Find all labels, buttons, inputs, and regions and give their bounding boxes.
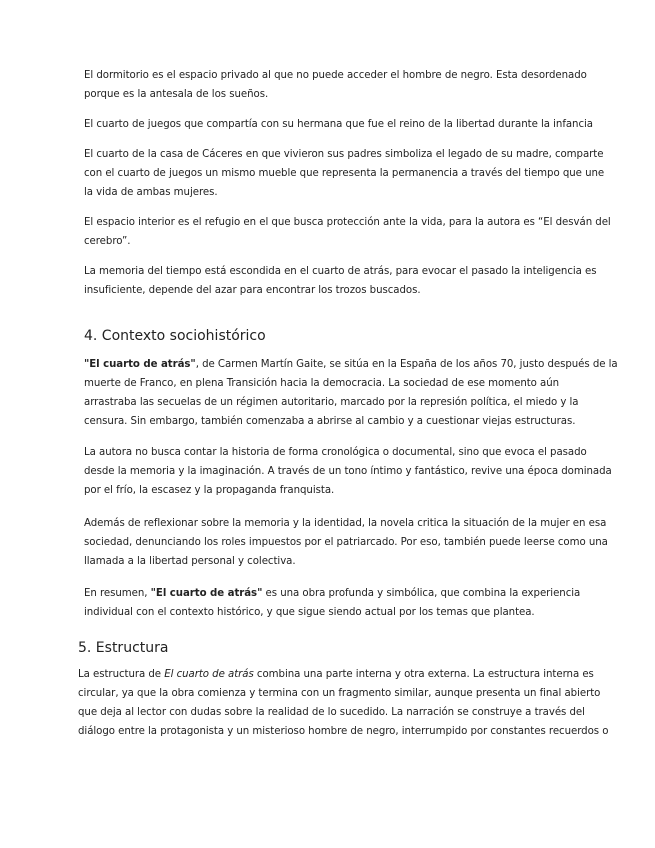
- text-line: [84, 584, 580, 603]
- text-span: es una obra profunda y simbólica, que combina la experiencia: [262, 588, 581, 599]
- text-line: El cuarto de la casa de Cáceres en que vivieron sus padres simboliza el legado de su madre, comparte: [84, 149, 604, 160]
- text-span: combina una parte interna y otra externa. La estructura interna es: [253, 669, 594, 680]
- text-line: insuficiente, depende del azar para encontrar los trozos buscados.: [84, 285, 421, 296]
- paragraph-casa-caceres: [84, 145, 604, 202]
- section-heading-contexto: 4. Contexto sociohistórico: [84, 328, 266, 344]
- paragraph-contexto-4: [84, 584, 580, 622]
- paragraph-dormitorio: [84, 66, 587, 104]
- text-line: [78, 665, 608, 684]
- text-line: muerte de Franco, en plena Transición hacia la democracia. La sociedad de ese momento aún: [84, 378, 560, 389]
- text-line: llamada a la libertad personal y colectiva.: [84, 556, 296, 567]
- text-line: censura. Sin embargo, también comenzaba a abrirse al cambio y a cuestionar viejas estructuras.: [84, 416, 576, 427]
- section-heading-estructura: 5. Estructura: [78, 640, 169, 656]
- text-line: circular, ya que la obra comienza y termina con un fragmento similar, aunque presenta un final abierto: [78, 688, 601, 699]
- paragraph-contexto-1: [84, 355, 618, 431]
- text-line: por el frío, la escasez y la propaganda franquista.: [84, 485, 335, 496]
- text-line: El cuarto de juegos que compartía con su hermana que fue el reino de la libertad durante la infancia: [84, 119, 593, 130]
- text-line: arrastraba las secuelas de un régimen autoritario, marcado por la represión política, el miedo y la: [84, 397, 579, 408]
- text-line: desde la memoria y la imaginación. A través de un tono íntimo y fantástico, revive una época dominada: [84, 466, 612, 477]
- text-line: El dormitorio es el espacio privado al que no puede acceder el hombre de negro. Esta desordenado: [84, 70, 587, 81]
- paragraph-contexto-3: [84, 514, 608, 571]
- text-line: con el cuarto de juegos un mismo mueble que representa la permanencia a través del tiempo que une: [84, 168, 605, 179]
- paragraph-estructura-1: [78, 665, 608, 741]
- paragraph-contexto-2: [84, 443, 612, 500]
- text-line: sociedad, denunciando los roles impuestos por el patriarcado. Por eso, también puede leerse como una: [84, 537, 608, 548]
- book-title-italic: El cuarto de atrás: [164, 669, 254, 680]
- text-line: [84, 355, 618, 374]
- text-line: porque es la antesala de los sueños.: [84, 89, 269, 100]
- text-line: Además de reflexionar sobre la memoria y la identidad, la novela critica la situación de la mujer en esa: [84, 518, 607, 529]
- book-title-bold: "El cuarto de atrás": [150, 588, 263, 599]
- text-line: La autora no busca contar la historia de forma cronológica o documental, sino que evoca el pasado: [84, 447, 587, 458]
- text-span: La estructura de: [78, 669, 165, 680]
- paragraph-espacio-interior: [84, 213, 611, 251]
- text-span: En resumen,: [84, 588, 151, 599]
- text-line: la vida de ambas mujeres.: [84, 187, 218, 198]
- paragraph-memoria-tiempo: [84, 262, 597, 300]
- text-line: El espacio interior es el refugio en el que busca protección ante la vida, para la autora es “El desván del: [84, 217, 611, 228]
- book-title-bold: "El cuarto de atrás": [84, 359, 196, 370]
- text-line: diálogo entre la protagonista y un misterioso hombre de negro, interrumpido por constantes recuerdos o: [78, 726, 609, 737]
- text-line: La memoria del tiempo está escondida en el cuarto de atrás, para evocar el pasado la inteligencia es: [84, 266, 597, 277]
- text-line: que deja al lector con dudas sobre la realidad de lo sucedido. La narración se construye a través del: [78, 707, 585, 718]
- text-span: , de Carmen Martín Gaite, se sitúa en la España de los años 70, justo después de la: [195, 359, 618, 370]
- text-line: individual con el contexto histórico, y que sigue siendo actual por los temas que plantea.: [84, 607, 535, 618]
- paragraph-cuarto-de-juegos: [84, 115, 593, 134]
- text-line: cerebro”.: [84, 236, 131, 247]
